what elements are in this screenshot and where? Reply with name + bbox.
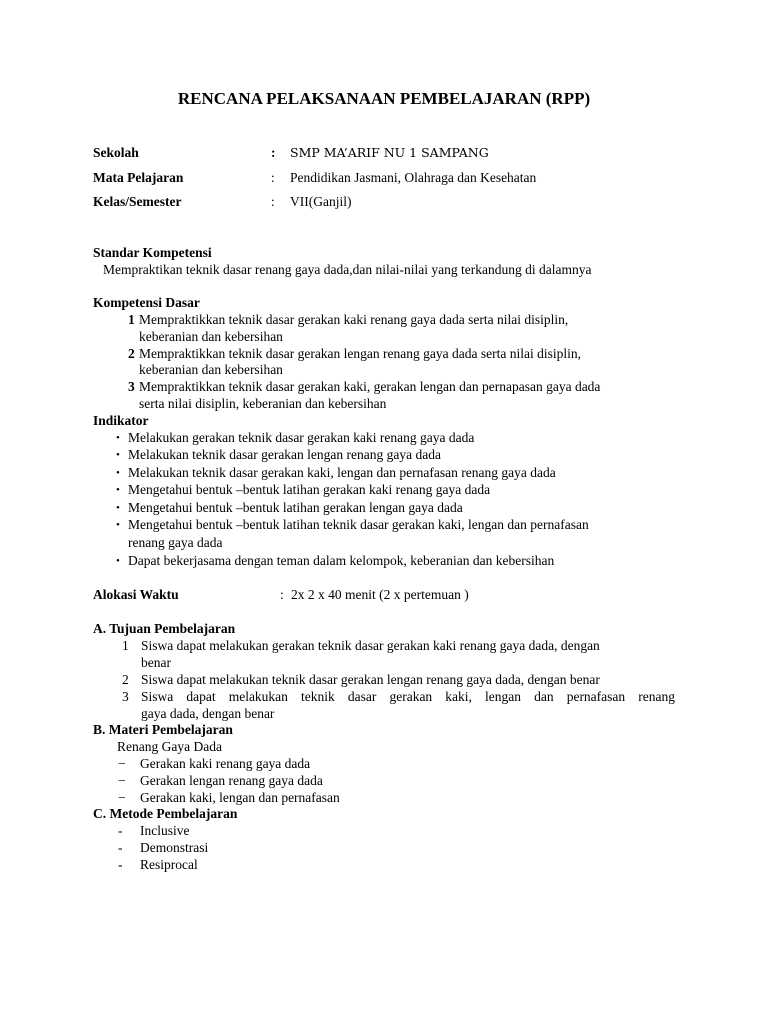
metode-heading: C. Metode Pembelajaran [93,806,238,821]
kompetensi-item-3-line1: Mempraktikkan teknik dasar gerakan kaki, gerakan lengan dan pernapasan gaya dada [139,379,601,394]
mapel-colon: : [271,170,275,185]
indikator-item-1: Melakukan gerakan teknik dasar gerakan kaki renang gaya dada [128,430,475,445]
kompetensi-item-2-line1: Mempraktikkan teknik dasar gerakan lengan renang gaya dada serta nilai disiplin, [139,346,581,361]
tujuan-heading: A. Tujuan Pembelajaran [93,621,236,636]
indikator-bullet: • [116,555,120,567]
tujuan-num-3: 3 [122,689,129,704]
page-title: RENCANA PELAKSANAAN PEMBELAJARAN (RPP) [177,89,591,108]
indikator-item-4: Mengetahui bentuk –bentuk latihan gerakan kaki renang gaya dada [128,482,491,497]
kelas-label: Kelas/Semester [93,194,182,209]
indikator-item-6: Mengetahui bentuk –bentuk latihan teknik dasar gerakan kaki, lengan dan pernafasan [128,517,589,532]
indikator-bullet: • [116,467,120,479]
indikator-item-2: Melakukan teknik dasar gerakan lengan renang gaya dada [128,447,441,462]
kelas-value: VII(Ganjil) [290,194,352,209]
materi-dash: − [118,756,126,771]
materi-item-2: Gerakan lengan renang gaya dada [140,773,323,788]
kompetensi-num-3: 3 [128,379,135,394]
metode-dash: - [118,840,123,855]
alokasi-colon: : [280,587,284,602]
indikator-bullet: • [116,432,120,444]
tujuan-num-1: 1 [122,638,129,653]
materi-item-3: Gerakan kaki, lengan dan pernafasan [140,790,340,805]
materi-dash: − [118,773,126,788]
indikator-heading: Indikator [93,413,149,428]
kompetensi-item-3-line2: serta nilai disiplin, keberanian dan kebersihan [139,396,387,411]
sekolah-value: SMP MA’ARIF NU 1 SAMPANG [290,145,489,160]
indikator-item-3: Melakukan teknik dasar gerakan kaki, lengan dan pernafasan renang gaya dada [128,465,556,480]
indikator-item-7: Dapat bekerjasama dengan teman dalam kelompok, keberanian dan kebersihan [128,553,555,568]
alokasi-label: Alokasi Waktu [93,587,179,602]
mapel-label: Mata Pelajaran [93,170,184,185]
indikator-bullet: • [116,449,120,461]
metode-item-1: Inclusive [140,823,190,838]
materi-heading: B. Materi Pembelajaran [93,722,233,737]
kompetensi-item-2-line2: keberanian dan kebersihan [139,362,283,377]
tujuan-item-3-line1: Siswa dapat melakukan teknik dasar gerakan kaki, lengan dan pernafasan renang [141,689,675,704]
metode-item-3: Resiprocal [140,857,198,872]
kelas-colon: : [271,194,275,209]
standar-text: Mempraktikan teknik dasar renang gaya dada,dan nilai-nilai yang terkandung di dalamnya [103,262,592,277]
indikator-item-6-cont: renang gaya dada [128,535,223,550]
tujuan-item-2-line1: Siswa dapat melakukan teknik dasar gerakan lengan renang gaya dada, dengan benar [141,672,600,687]
metode-dash: - [118,857,123,872]
sekolah-label: Sekolah [93,145,139,160]
kompetensi-item-1-line2: keberanian dan kebersihan [139,329,283,344]
materi-subheading: Renang Gaya Dada [117,739,222,754]
alokasi-value: 2x 2 x 40 menit (2 x pertemuan ) [291,587,469,602]
kompetensi-num-2: 2 [128,346,135,361]
tujuan-item-3-line2: gaya dada, dengan benar [141,706,275,721]
indikator-bullet: • [116,519,120,531]
materi-dash: − [118,790,126,805]
indikator-bullet: • [116,484,120,496]
indikator-item-5: Mengetahui bentuk –bentuk latihan gerakan lengan gaya dada [128,500,463,515]
sekolah-colon: : [271,145,276,160]
kompetensi-item-1-line1: Mempraktikkan teknik dasar gerakan kaki renang gaya dada serta nilai disiplin, [139,312,569,327]
materi-item-1: Gerakan kaki renang gaya dada [140,756,311,771]
kompetensi-num-1: 1 [128,312,135,327]
metode-item-2: Demonstrasi [140,840,209,855]
standar-heading: Standar Kompetensi [93,245,212,260]
mapel-value: Pendidikan Jasmani, Olahraga dan Kesehatan [290,170,537,185]
indikator-bullet: • [116,502,120,514]
tujuan-item-1-line1: Siswa dapat melakukan gerakan teknik dasar gerakan kaki renang gaya dada, dengan [141,638,600,653]
kompetensi-heading: Kompetensi Dasar [93,295,200,310]
tujuan-num-2: 2 [122,672,129,687]
tujuan-item-1-line2: benar [141,655,171,670]
metode-dash: - [118,823,123,838]
